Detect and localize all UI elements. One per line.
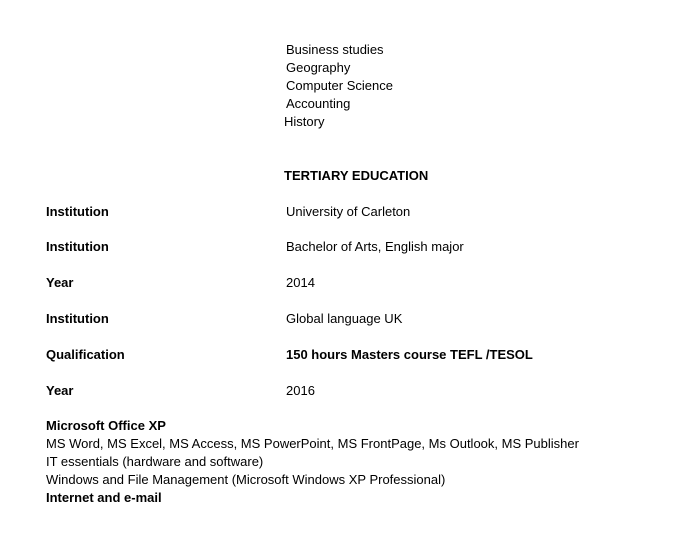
skills-line: MS Word, MS Excel, MS Access, MS PowerPoint, MS FrontPage, Ms Outlook, MS Publisher	[46, 436, 579, 451]
row-label: Year	[46, 383, 74, 398]
row-value: 150 hours Masters course TEFL /TESOL	[286, 347, 533, 362]
row-value: Bachelor of Arts, English major	[286, 239, 464, 254]
row-label: Institution	[46, 204, 109, 219]
skills-line: IT essentials (hardware and software)	[46, 454, 264, 469]
skills-subheading: Internet and e-mail	[46, 490, 162, 505]
row-value: University of Carleton	[286, 204, 411, 219]
row-label: Institution	[46, 239, 109, 254]
skills-line: Windows and File Management (Microsoft Windows XP Professional)	[46, 472, 446, 487]
row-label: Institution	[46, 311, 109, 326]
section-heading-tertiary-education: TERTIARY EDUCATION	[284, 168, 429, 183]
subject-item: Geography	[286, 60, 351, 75]
row-value: 2014	[286, 275, 315, 290]
subject-item: Business studies	[286, 42, 384, 57]
row-label: Qualification	[46, 347, 125, 362]
subjects-list	[286, 41, 393, 131]
subject-item: Computer Science	[286, 78, 393, 93]
row-value: Global language UK	[286, 311, 403, 326]
subject-item: History	[284, 114, 325, 129]
subject-item: Accounting	[286, 96, 351, 111]
skills-heading: Microsoft Office XP	[46, 418, 166, 433]
skills-section	[46, 417, 579, 507]
row-value: 2016	[286, 383, 315, 398]
row-label: Year	[46, 275, 74, 290]
